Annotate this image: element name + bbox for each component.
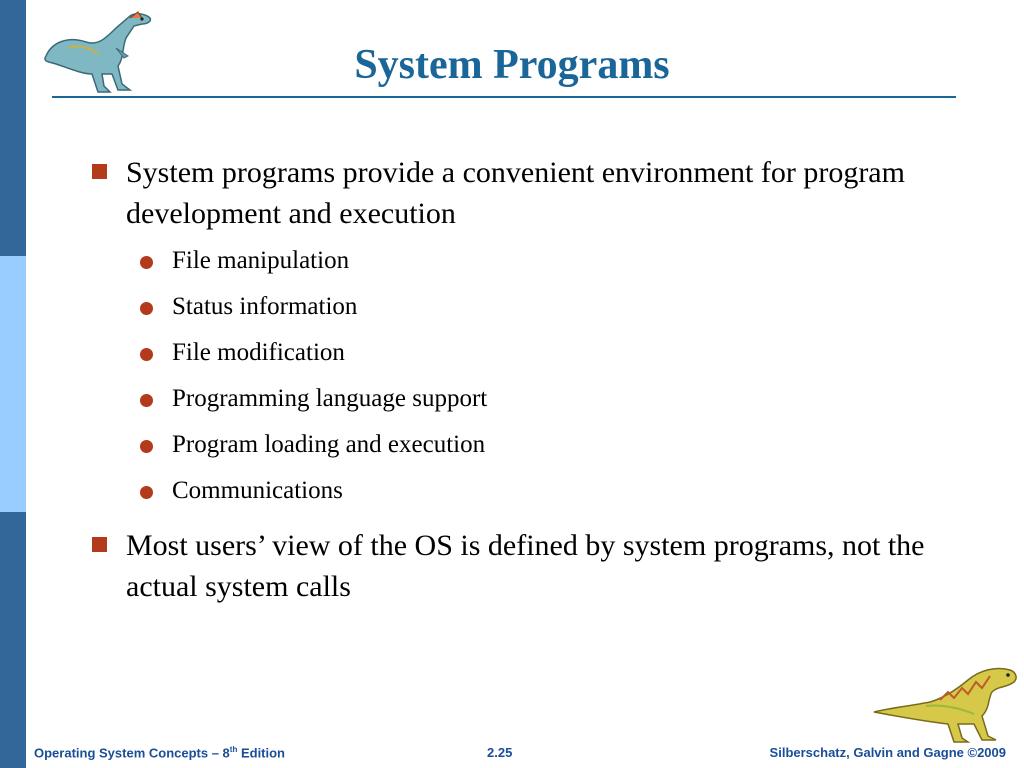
sub-bullet-item xyxy=(140,475,940,507)
bullet-text: Most users’ view of the OS is defined by system programs, not the actual system calls xyxy=(126,529,925,603)
bullet-item xyxy=(90,525,970,607)
footer-book-title-text: Operating System Concepts – 8 xyxy=(34,745,230,761)
round-bullet-icon xyxy=(140,302,153,315)
bullet-item xyxy=(90,152,970,234)
square-bullet-icon xyxy=(92,164,107,179)
round-bullet-icon xyxy=(140,486,153,499)
sub-bullet-item xyxy=(140,245,940,277)
round-bullet-icon xyxy=(140,256,153,269)
sub-bullet-text: Program loading and execution xyxy=(172,431,486,458)
sidebar-band-middle xyxy=(0,256,26,512)
sub-bullet-text: File modification xyxy=(172,339,345,366)
sub-bullet-item xyxy=(140,383,940,415)
footer-copyright: Silberschatz, Galvin and Gagne ©2009 xyxy=(769,745,1006,760)
footer-superscript: th xyxy=(229,745,238,754)
sub-bullet-item xyxy=(140,337,940,369)
sub-bullet-text: Programming language support xyxy=(172,385,488,412)
sidebar-band-bottom xyxy=(0,512,26,768)
sub-bullet-text: Status information xyxy=(172,293,358,320)
bullet-text: System programs provide a convenient environment for program development and execution xyxy=(126,156,905,230)
square-bullet-icon xyxy=(92,537,107,552)
footer-book-edition: Edition xyxy=(237,745,286,761)
sub-bullet-text: File manipulation xyxy=(172,247,350,274)
slide-title: System Programs xyxy=(354,42,670,88)
sub-bullet-item xyxy=(140,429,940,461)
title-underline xyxy=(52,96,956,98)
dinosaur-icon xyxy=(870,662,1020,744)
round-bullet-icon xyxy=(140,440,153,453)
footer-book-title xyxy=(34,745,285,760)
sub-bullet-item xyxy=(140,291,940,323)
round-bullet-icon xyxy=(140,394,153,407)
sidebar-band-top xyxy=(0,0,26,256)
slide-number: 2.25 xyxy=(487,745,513,760)
sub-bullet-text: Communications xyxy=(172,477,343,504)
round-bullet-icon xyxy=(140,348,153,361)
